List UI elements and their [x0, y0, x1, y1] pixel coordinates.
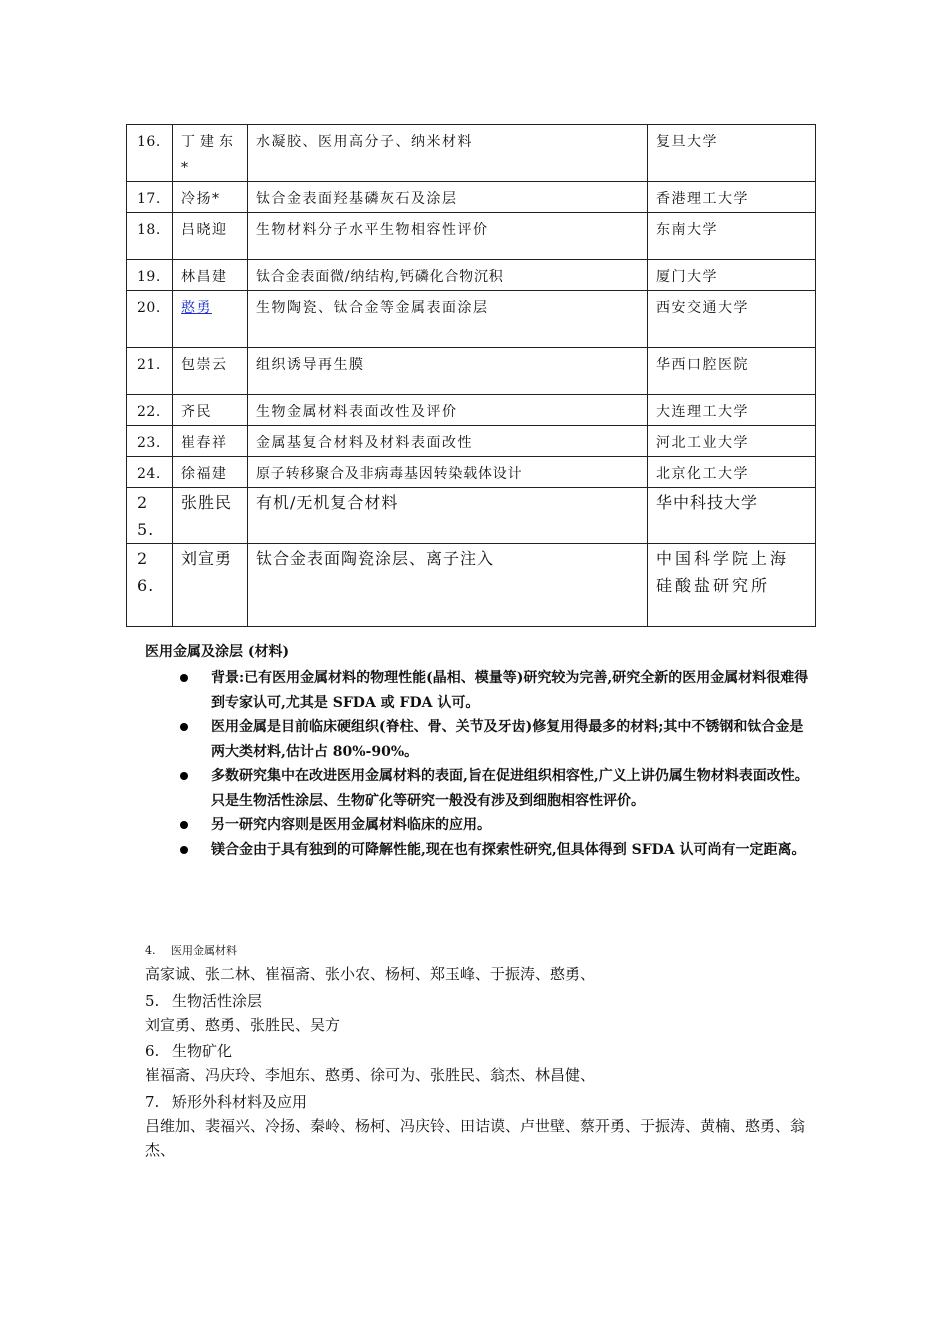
expert-name: 刘宣勇	[173, 544, 248, 627]
category-heading	[145, 940, 825, 962]
institution: 复旦大学	[648, 125, 816, 182]
category-number: 4.	[145, 944, 156, 957]
row-number: 17.	[127, 182, 173, 213]
row-number: 25.	[127, 488, 173, 544]
institution: 华西口腔医院	[648, 348, 816, 395]
row-number: 24.	[127, 457, 173, 488]
category-number: 6.	[145, 1042, 160, 1060]
research-field: 组织诱导再生膜	[248, 348, 648, 395]
bullet-text: 多数研究集中在改进医用金属材料的表面,旨在促进组织相容性,广义上讲仍属生物材料表面改性。只是生物活性涂层、生物矿化等研究一般没有涉及到细胞相容性评价。	[211, 768, 809, 809]
bullet-text: 背景:已有医用金属材料的物理性能(晶相、模量等)研究较为完善,研究全新的医用金属材料很难得到专家认可,尤其是 SFDA 或 FDA 认可。	[211, 670, 809, 711]
bullet-dot-icon	[180, 674, 188, 682]
experts-table	[126, 124, 816, 627]
bullet-dot-icon	[180, 723, 188, 731]
research-field: 生物金属材料表面改性及评价	[248, 395, 648, 426]
bullet-item	[178, 838, 814, 863]
category-title: 生物矿化	[172, 1042, 233, 1060]
expert-name: 徐福建	[173, 457, 248, 488]
table-row	[127, 395, 816, 426]
category-title: 生物活性涂层	[172, 991, 263, 1010]
section-title: 医用金属及涂层 (材料)	[145, 644, 290, 660]
expert-name: 齐民	[173, 395, 248, 426]
category-number: 5.	[145, 991, 160, 1010]
expert-name-cell	[173, 291, 248, 348]
expert-name: 冷扬*	[173, 182, 248, 213]
table-row	[127, 426, 816, 457]
research-field: 水凝胶、医用高分子、纳米材料	[248, 125, 648, 182]
expert-name: 张胜民	[173, 488, 248, 544]
bullet-item	[178, 813, 814, 838]
bullet-item	[178, 715, 814, 764]
expert-name: 林昌建	[173, 260, 248, 291]
expert-name: 崔春祥	[173, 426, 248, 457]
bullet-text: 镁合金由于具有独到的可降解性能,现在也有探索性研究,但具体得到 SFDA 认可尚有一定距离。	[211, 841, 806, 858]
category-names: 高家诚、张二林、崔福斋、张小农、杨柯、郑玉峰、于振涛、憨勇、	[145, 965, 596, 983]
institution: 大连理工大学	[648, 395, 816, 426]
table-row	[127, 213, 816, 260]
expert-name: 包崇云	[173, 348, 248, 395]
table-row	[127, 544, 816, 627]
research-field: 金属基复合材料及材料表面改性	[248, 426, 648, 457]
row-number: 20.	[127, 291, 173, 348]
bullet-dot-icon	[180, 772, 188, 780]
table-row	[127, 348, 816, 395]
bullet-item	[178, 666, 814, 715]
bullet-item	[178, 764, 814, 813]
expert-name: 吕晓迎	[173, 213, 248, 260]
institution: 厦门大学	[648, 260, 816, 291]
institution: 西安交通大学	[648, 291, 816, 348]
research-field: 有机/无机复合材料	[248, 488, 648, 544]
category-number: 7.	[145, 1092, 160, 1111]
table-row	[127, 291, 816, 348]
bullet-text: 医用金属是目前临床硬组织(脊柱、骨、关节及牙齿)修复用得最多的材料;其中不锈钢和钛合金是两大类材料,估计占 80%-90%。	[211, 719, 804, 760]
institution: 中国科学院上海硅酸盐研究所	[648, 544, 816, 627]
research-field: 生物材料分子水平生物相容性评价	[248, 213, 648, 260]
category-heading	[145, 1039, 825, 1063]
category-title: 矫形外科材料及应用	[172, 1092, 308, 1111]
table-row	[127, 457, 816, 488]
institution: 华中科技大学	[648, 488, 816, 544]
bullet-dot-icon	[180, 846, 188, 854]
research-field: 钛合金表面微/纳结构,钙磷化合物沉积	[248, 260, 648, 291]
row-number: 16.	[127, 125, 173, 182]
row-number: 22.	[127, 395, 173, 426]
row-number: 18.	[127, 213, 173, 260]
table-row	[127, 182, 816, 213]
category-heading	[145, 1090, 825, 1114]
research-field: 钛合金表面陶瓷涂层、离子注入	[248, 544, 648, 627]
institution: 河北工业大学	[648, 426, 816, 457]
category-heading	[145, 989, 825, 1013]
institution: 香港理工大学	[648, 182, 816, 213]
row-number: 19.	[127, 260, 173, 291]
category-lists	[145, 940, 825, 1165]
category-title: 医用金属材料	[171, 944, 237, 957]
expert-name-link[interactable]: 憨勇	[181, 300, 212, 316]
category-names: 崔福斋、冯庆玲、李旭东、憨勇、徐可为、张胜民、翁杰、林昌健、	[145, 1066, 596, 1084]
research-field: 生物陶瓷、钛合金等金属表面涂层	[248, 291, 648, 348]
institution: 东南大学	[648, 213, 816, 260]
table-row	[127, 125, 816, 182]
category-names: 刘宣勇、憨勇、张胜民、吴方	[145, 1015, 341, 1034]
table-row	[127, 488, 816, 544]
row-number: 23.	[127, 426, 173, 457]
row-number: 26.	[127, 544, 173, 627]
bullet-list	[178, 666, 814, 862]
bullet-text: 另一研究内容则是医用金属材料临床的应用。	[211, 817, 491, 833]
table-row	[127, 260, 816, 291]
research-field: 钛合金表面羟基磷灰石及涂层	[248, 182, 648, 213]
category-names: 吕维加、裴福兴、冷扬、秦岭、杨柯、冯庆铃、田诘谟、卢世壁、蔡开勇、于振涛、黄楠、憨勇、翁杰、	[145, 1116, 806, 1159]
research-field: 原子转移聚合及非病毒基因转染载体设计	[248, 457, 648, 488]
expert-name: 丁建东*	[173, 125, 248, 182]
bullet-dot-icon	[180, 821, 188, 829]
institution: 北京化工大学	[648, 457, 816, 488]
row-number: 21.	[127, 348, 173, 395]
